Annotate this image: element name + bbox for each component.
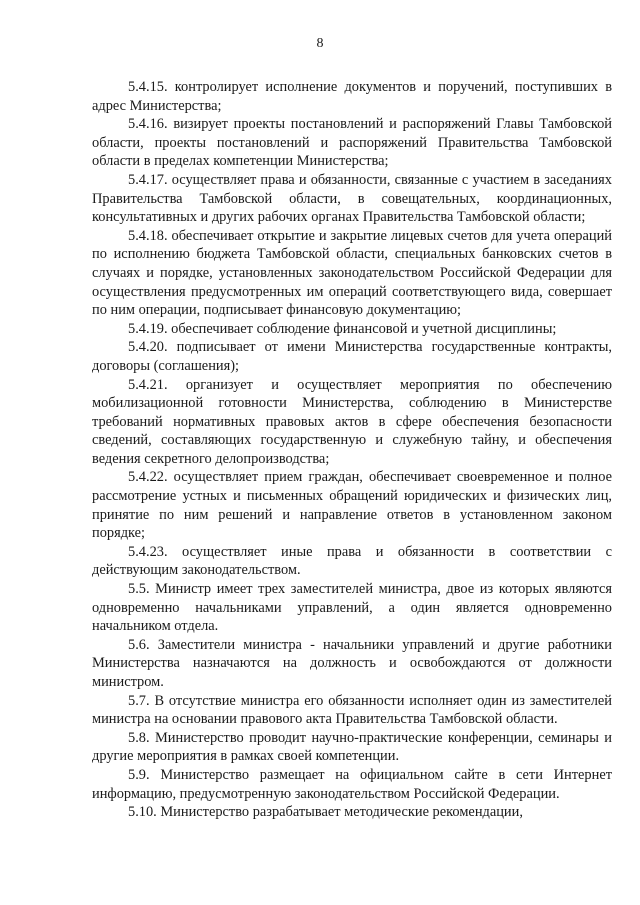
- clause-5-6: 5.6. Заместители министра - начальники управлений и другие работники Министерства назначаются на должность и освобождаются от должности министром.: [92, 636, 612, 690]
- clause-5-4-19: 5.4.19. обеспечивает соблюдение финансовой и учетной дисциплины;: [128, 320, 557, 337]
- clause-5-10: 5.10. Министерство разрабатывает методические рекомендации,: [128, 804, 523, 821]
- page-number: 8: [316, 36, 324, 51]
- clause-5-9: 5.9. Министерство размещает на официальном сайте в сети Интернет информацию, предусмотренную законодательством Российской Федерации.: [92, 766, 612, 802]
- clause-5-7: 5.7. В отсутствие министра его обязанности исполняет один из заместителей министра на основании правового акта Правительства Тамбовской области.: [92, 692, 612, 728]
- clause-5-5: 5.5. Министр имеет трех заместителей министра, двое из которых являются одновременно начальниками управлений, а один является одновременно начальником отдела.: [92, 581, 612, 635]
- document-body: [92, 78, 612, 822]
- clause-5-4-22: 5.4.22. осуществляет прием граждан, обеспечивает своевременное и полное рассмотрение устных и письменных обращений юридических и физических лиц, принятие по ним решений и направление ответов в установленном законом порядке;: [92, 469, 612, 542]
- clause-5-4-23: 5.4.23. осуществляет иные права и обязанности в соответствии с действующим законодательством.: [92, 543, 612, 579]
- clause-5-4-15: 5.4.15. контролирует исполнение документов и поручений, поступивших в адрес Министерства;: [92, 79, 612, 114]
- clause-5-4-17: 5.4.17. осуществляет права и обязанности, связанные с участием в заседаниях Правительства Тамбовской области, в совещательных, координационных, консультативных и других рабочих органах Правительства Тамбовской области;: [92, 171, 612, 226]
- clause-5-8: 5.8. Министерство проводит научно-практические конференции, семинары и другие мероприятия в рамках своей компетенции.: [92, 729, 612, 765]
- clause-5-4-16: 5.4.16. визирует проекты постановлений и распоряжений Главы Тамбовской области, проекты постановлений и распоряжений Правительства Тамбовской области в пределах компетенции Министерства;: [92, 116, 612, 170]
- clause-5-4-18: 5.4.18. обеспечивает открытие и закрытие лицевых счетов для учета операций по исполнению бюджета Тамбовской области, специальных банковских счетов в случаях и порядке, установленных законодательством Российской Федерации для осуществления предусмотренных им операций соответствующего вида, совершает по ним операции, подписывает финансовую документацию;: [92, 227, 612, 319]
- clause-5-4-20: 5.4.20. подписывает от имени Министерства государственные контракты, договоры (соглашения);: [92, 339, 612, 374]
- clause-5-4-21: 5.4.21. организует и осуществляет мероприятия по обеспечению мобилизационной готовности Министерства, соблюдению в Министерстве требований нормативных правовых актов в сфере обеспечения безопасности сведений, составляющих государственную и служебную тайну, и обеспечения ведения секретного делопроизводства;: [92, 376, 612, 467]
